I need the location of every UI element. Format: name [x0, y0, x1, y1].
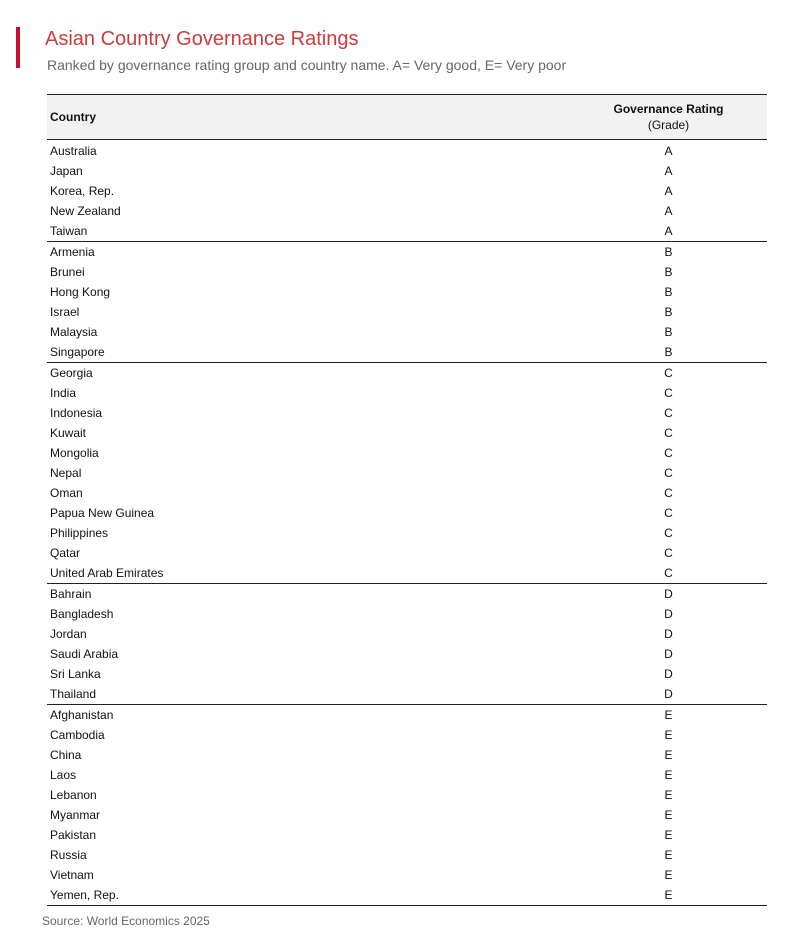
- grade-cell: C: [664, 446, 673, 460]
- grade-cell: A: [664, 164, 673, 178]
- table-row: [47, 423, 767, 443]
- country-cell: Russia: [50, 848, 87, 862]
- table-row: [47, 765, 767, 785]
- table-row: [47, 885, 767, 906]
- table-row: [47, 342, 767, 363]
- table-row: [47, 825, 767, 845]
- table-row: [47, 785, 767, 805]
- table-row: [47, 664, 767, 684]
- grade-cell: B: [664, 305, 673, 319]
- grade-cell: E: [664, 788, 673, 802]
- column-header-rating-sublabel: (Grade): [647, 118, 690, 132]
- country-cell: Sri Lanka: [50, 667, 101, 681]
- country-cell: Japan: [50, 164, 83, 178]
- country-cell: Vietnam: [50, 868, 94, 882]
- country-cell: Taiwan: [47, 221, 570, 242]
- country-cell: Armenia: [50, 245, 95, 259]
- grade-cell: D: [664, 667, 673, 681]
- country-cell: Korea, Rep.: [50, 184, 115, 198]
- page-subtitle: Ranked by governance rating group and country name. A= Very good, E= Very poor: [47, 57, 567, 73]
- table-row: [47, 684, 767, 705]
- country-cell: Singapore: [47, 342, 570, 363]
- grade-cell: D: [664, 647, 673, 661]
- column-header-rating: [570, 95, 767, 140]
- country-cell: China: [50, 748, 82, 762]
- grade-cell: C: [664, 366, 673, 380]
- table-row: [47, 563, 767, 584]
- country-cell: Indonesia: [50, 406, 103, 420]
- table-row: [47, 644, 767, 664]
- country-cell: Oman: [50, 486, 83, 500]
- grade-cell: A: [570, 221, 767, 242]
- country-cell: Israel: [50, 305, 80, 319]
- table-row: [47, 141, 767, 161]
- table-row: [47, 262, 767, 282]
- country-cell: Brunei: [50, 265, 85, 279]
- table-row: [47, 503, 767, 523]
- grade-cell: C: [664, 386, 673, 400]
- table-body: [47, 140, 767, 906]
- table-row: [47, 745, 767, 765]
- country-cell: Hong Kong: [50, 285, 111, 299]
- grade-cell: E: [664, 768, 673, 782]
- table-row: [47, 523, 767, 543]
- country-cell: Pakistan: [50, 828, 97, 842]
- grade-cell: E: [664, 748, 673, 762]
- country-cell: Bangladesh: [50, 607, 114, 621]
- table-row: [47, 443, 767, 463]
- country-cell: Cambodia: [50, 728, 105, 742]
- country-cell: Papua New Guinea: [50, 506, 155, 520]
- table-row: [47, 221, 767, 242]
- table-row: [47, 604, 767, 624]
- grade-cell: C: [570, 563, 767, 584]
- grade-cell: D: [664, 607, 673, 621]
- table-row: [47, 483, 767, 503]
- column-header-rating-label: Governance Rating: [613, 102, 724, 116]
- country-cell: Georgia: [50, 366, 93, 380]
- table-header-row: [47, 95, 767, 140]
- grade-cell: B: [664, 265, 673, 279]
- country-cell: Mongolia: [50, 446, 99, 460]
- grade-cell: D: [664, 627, 673, 641]
- table-row: [47, 865, 767, 885]
- grade-cell: C: [664, 546, 673, 560]
- grade-cell: D: [570, 684, 767, 705]
- table-row: [47, 805, 767, 825]
- table-row: [47, 383, 767, 403]
- table-row: [47, 705, 767, 726]
- table-row: [47, 543, 767, 563]
- column-header-country: Country: [47, 95, 570, 140]
- country-cell: Myanmar: [50, 808, 101, 822]
- country-cell: United Arab Emirates: [47, 563, 570, 584]
- table-row: [47, 242, 767, 263]
- country-cell: Australia: [50, 144, 97, 158]
- grade-cell: B: [664, 285, 673, 299]
- grade-cell: C: [664, 466, 673, 480]
- grade-cell: E: [664, 728, 673, 742]
- grade-cell: B: [570, 342, 767, 363]
- country-cell: India: [50, 386, 77, 400]
- grade-cell: C: [664, 486, 673, 500]
- country-cell: Afghanistan: [50, 708, 114, 722]
- table-row: [47, 845, 767, 865]
- grade-cell: E: [664, 708, 673, 722]
- table-row: [47, 181, 767, 201]
- grade-cell: C: [664, 406, 673, 420]
- accent-bar: [16, 27, 20, 68]
- grade-cell: E: [664, 848, 673, 862]
- grade-cell: B: [664, 325, 673, 339]
- grade-cell: C: [664, 506, 673, 520]
- country-cell: Nepal: [50, 466, 82, 480]
- country-cell: Thailand: [47, 684, 570, 705]
- grade-cell: B: [664, 245, 673, 259]
- table-row: [47, 363, 767, 384]
- table-row: [47, 201, 767, 221]
- table-row: [47, 463, 767, 483]
- grade-cell: E: [664, 868, 673, 882]
- country-cell: Saudi Arabia: [50, 647, 119, 661]
- ratings-table: [47, 94, 767, 906]
- page-title: Asian Country Governance Ratings: [45, 28, 359, 50]
- table-row: [47, 403, 767, 423]
- country-cell: Kuwait: [50, 426, 87, 440]
- table-row: [47, 302, 767, 322]
- grade-cell: A: [664, 184, 673, 198]
- grade-cell: C: [664, 526, 673, 540]
- source-note: Source: World Economics 2025: [42, 914, 210, 928]
- country-cell: Philippines: [50, 526, 109, 540]
- grade-cell: A: [664, 144, 673, 158]
- table-row: [47, 584, 767, 605]
- table-row: [47, 322, 767, 342]
- country-cell: Yemen, Rep.: [47, 885, 570, 906]
- table-row: [47, 282, 767, 302]
- grade-cell: E: [664, 808, 673, 822]
- table-row: [47, 725, 767, 745]
- ratings-table-container: [47, 94, 764, 906]
- grade-cell: C: [664, 426, 673, 440]
- country-cell: Malaysia: [50, 325, 98, 339]
- country-cell: Lebanon: [50, 788, 97, 802]
- country-cell: Laos: [50, 768, 77, 782]
- table-row: [47, 624, 767, 644]
- grade-cell: E: [664, 828, 673, 842]
- grade-cell: E: [570, 885, 767, 906]
- country-cell: New Zealand: [50, 204, 121, 218]
- grade-cell: A: [664, 204, 673, 218]
- country-cell: Jordan: [50, 627, 87, 641]
- table-row: [47, 161, 767, 181]
- country-cell: Qatar: [50, 546, 81, 560]
- country-cell: Bahrain: [50, 587, 92, 601]
- grade-cell: D: [664, 587, 673, 601]
